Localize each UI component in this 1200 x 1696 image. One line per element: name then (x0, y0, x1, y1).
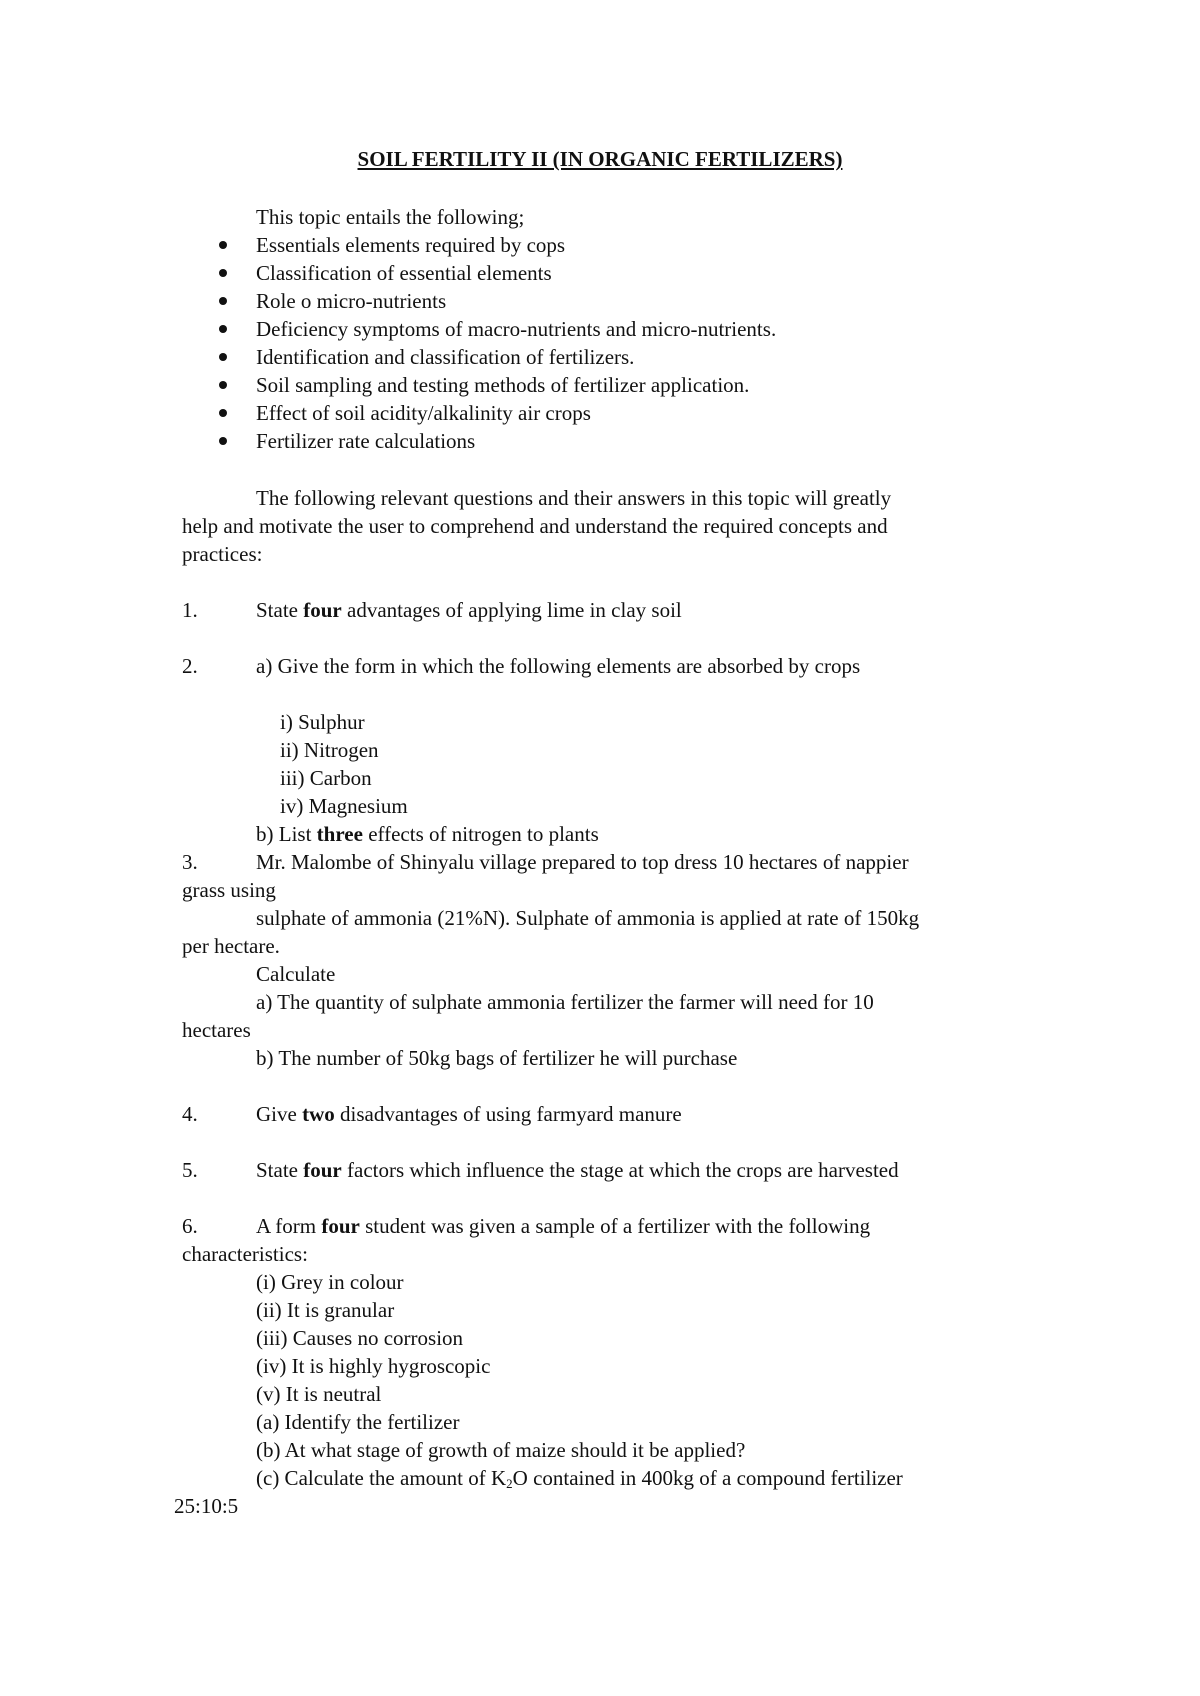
bullet-icon (219, 381, 227, 389)
list-item: Deficiency symptoms of macro-nutrients and micro-nutrients. (256, 317, 777, 341)
question-3-line: grass using (182, 878, 276, 902)
bullet-icon (219, 241, 227, 249)
bullet-icon (219, 297, 227, 305)
question-3-line: Mr. Malombe of Shinyalu village prepared to top dress 10 hectares of nappier (256, 850, 909, 874)
question-3-line: b) The number of 50kg bags of fertilizer he will purchase (256, 1046, 738, 1070)
question-number: 1. (182, 598, 198, 622)
sub-item: (c) Calculate the amount of $K_2O$ contained in 400kg of a compound fertilizer (256, 1466, 903, 1491)
sub-item: iv) Magnesium (280, 794, 408, 818)
paragraph-line: practices: (182, 542, 263, 566)
sub-item: (i) Grey in colour (256, 1270, 404, 1294)
question-4: Give two disadvantages of using farmyard manure (256, 1102, 682, 1126)
bullet-icon (219, 409, 227, 417)
question-2a: a) Give the form in which the following elements are absorbed by crops (256, 654, 861, 678)
sub-item: (iii) Causes no corrosion (256, 1326, 464, 1350)
question-number: 3. (182, 850, 198, 874)
question-6-line: 25:10:5 (174, 1494, 239, 1518)
list-item: Classification of essential elements (256, 261, 552, 285)
bullet-icon (219, 269, 227, 277)
sub-item: (ii) It is granular (256, 1298, 395, 1322)
intro-text: This topic entails the following; (256, 205, 525, 229)
sub-item: (b) At what stage of growth of maize should it be applied? (256, 1438, 746, 1462)
question-5: State four factors which influence the stage at which the crops are harvested (256, 1158, 899, 1182)
question-3-line: hectares (182, 1018, 251, 1042)
sub-item: (iv) It is highly hygroscopic (256, 1354, 491, 1378)
sub-item: iii) Carbon (280, 766, 372, 790)
question-2b: b) List three effects of nitrogen to plants (256, 822, 599, 846)
bullet-icon (219, 325, 227, 333)
sub-item: ii) Nitrogen (280, 738, 379, 762)
question-3-line: Calculate (256, 962, 336, 986)
list-item: Essentials elements required by cops (256, 233, 566, 257)
list-item: Soil sampling and testing methods of fertilizer application. (256, 373, 750, 397)
question-1: State four advantages of applying lime in clay soil (256, 598, 682, 622)
question-number: 4. (182, 1102, 198, 1126)
sub-item: i) Sulphur (280, 710, 365, 734)
question-6: A form four student was given a sample of a fertilizer with the following (256, 1214, 871, 1238)
sub-item: (a) Identify the fertilizer (256, 1410, 460, 1434)
sub-item: (v) It is neutral (256, 1382, 382, 1406)
question-number: 6. (182, 1214, 198, 1238)
bullet-icon (219, 437, 227, 445)
question-3-line: sulphate of ammonia (21%N). Sulphate of ammonia is applied at rate of 150kg (256, 906, 920, 930)
question-3-line: a) The quantity of sulphate ammonia fertilizer the farmer will need for 10 (256, 990, 874, 1014)
list-item: Identification and classification of fertilizers. (256, 345, 635, 369)
list-item: Effect of soil acidity/alkalinity air crops (256, 401, 591, 425)
document-title: SOIL FERTILITY II (IN ORGANIC FERTILIZERS) (357, 147, 843, 171)
question-6-line: characteristics: (182, 1242, 308, 1266)
paragraph-line: The following relevant questions and their answers in this topic will greatly (256, 486, 892, 510)
question-number: 5. (182, 1158, 198, 1182)
list-item: Role o micro-nutrients (256, 289, 447, 313)
paragraph-line: help and motivate the user to comprehend and understand the required concepts and (182, 514, 888, 538)
question-3-line: per hectare. (182, 934, 280, 958)
bullet-icon (219, 353, 227, 361)
list-item: Fertilizer rate calculations (256, 429, 476, 453)
question-number: 2. (182, 654, 198, 678)
